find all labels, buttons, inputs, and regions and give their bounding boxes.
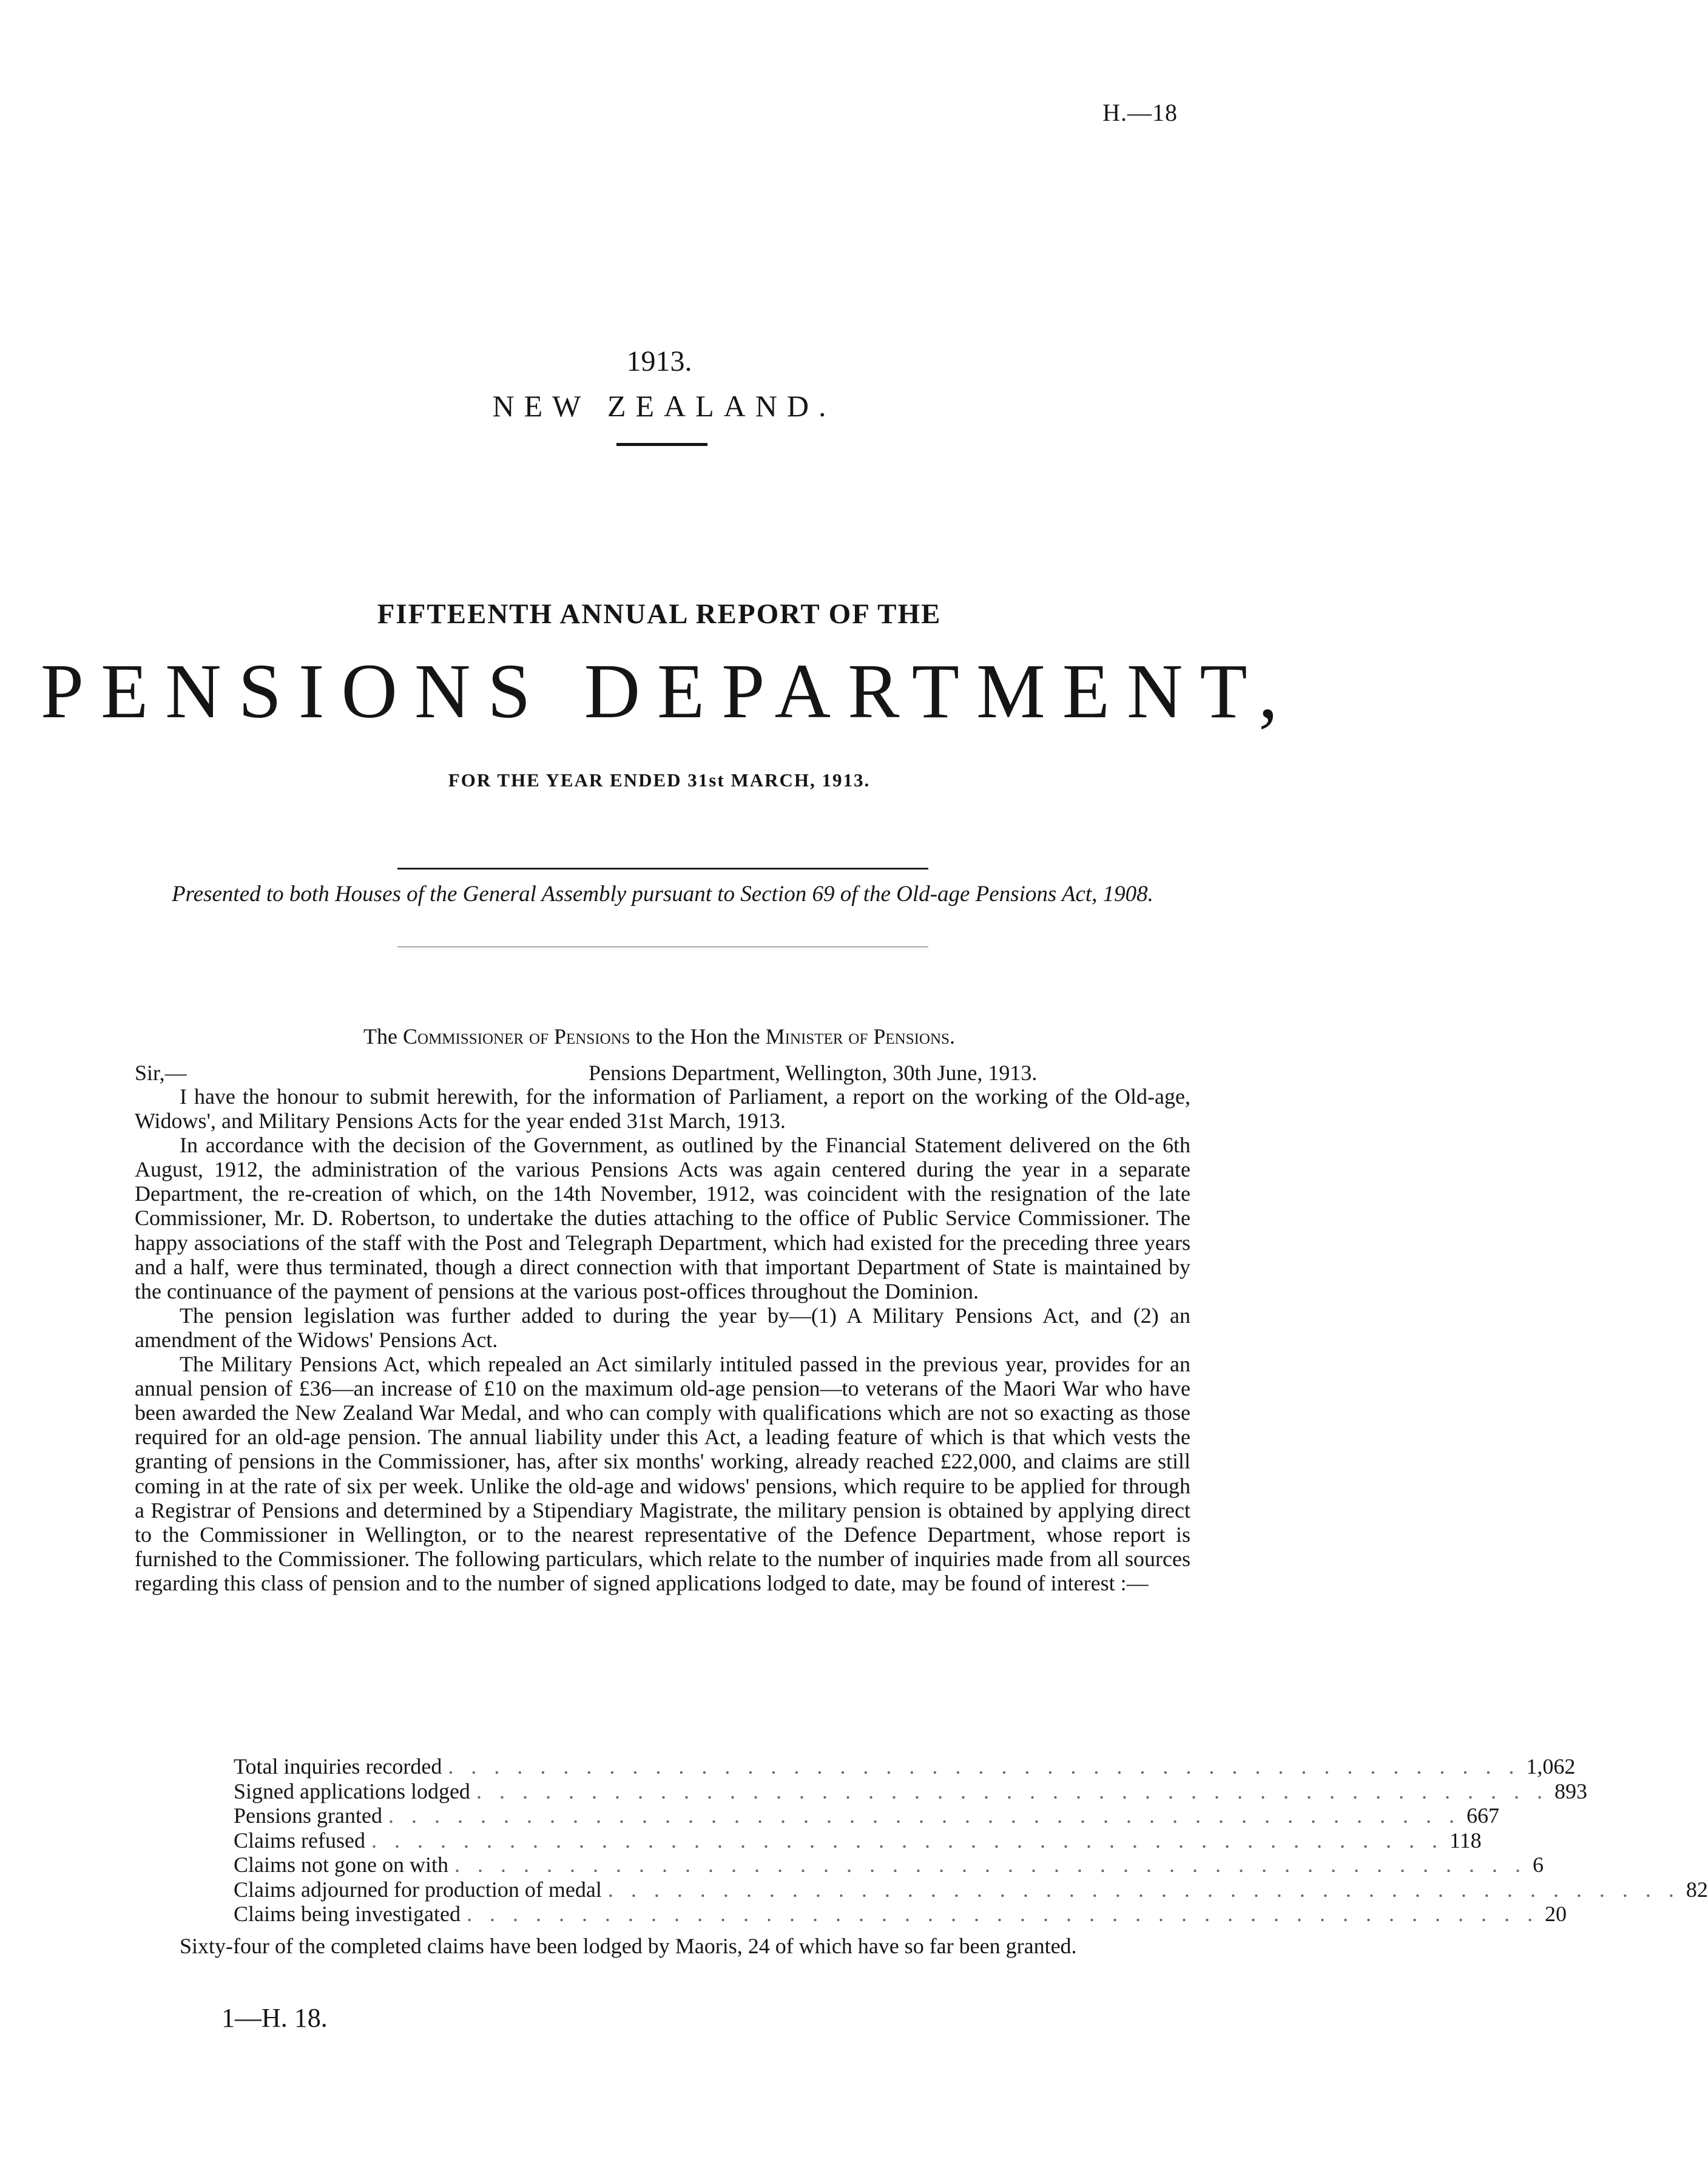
table-row bbox=[234, 1828, 1482, 1853]
row-value: 6 bbox=[1533, 1853, 1544, 1877]
letter-place-date: Pensions Department, Wellington, 30th June, 1913. bbox=[589, 1061, 1038, 1085]
leader-dots: . . . . . . . . . . . . . . . . . . . . . . . . . . . . . . . . . . . . . . . . . . . . . . . bbox=[388, 1803, 1460, 1828]
table-row bbox=[234, 1803, 1499, 1828]
year: 1913. bbox=[626, 345, 692, 377]
table-row bbox=[234, 1902, 1567, 1927]
salutation-to: Minister of Pensions bbox=[765, 1024, 950, 1049]
paragraph: I have the honour to submit herewith, for the information of Parliament, a report on the working of the Old-age, Widows', and Military Pensions Acts for the year ended 31st March, 1913. bbox=[135, 1084, 1190, 1133]
report-period: FOR THE YEAR ENDED 31st MARCH, 1913. bbox=[448, 769, 871, 791]
table-row bbox=[234, 1754, 1576, 1779]
leader-dots: . . . . . . . . . . . . . . . . . . . . . . . . . . . . . . . . . . . . . . . . . . . . . . . bbox=[448, 1754, 1521, 1779]
row-label: Claims not gone on with bbox=[234, 1853, 448, 1877]
leader-dots: . . . . . . . . . . . . . . . . . . . . . . . . . . . . . . . . . . . . . . . . . . . . . . . bbox=[476, 1779, 1548, 1803]
leader-dots: . . . . . . . . . . . . . . . . . . . . . . . . . . . . . . . . . . . . . . . . . . . . . . . bbox=[466, 1902, 1539, 1926]
paragraph: The pension legislation was further added to during the year by—(1) A Military Pensions Act, and (2) an amendment of the Widows' Pensions Act. bbox=[135, 1303, 1190, 1352]
salutation-middle: to the Hon the bbox=[630, 1024, 766, 1049]
row-value: 1,062 bbox=[1526, 1754, 1576, 1779]
paragraph: In accordance with the decision of the Government, as outlined by the Financial Statement delivered on the 6th August, 1912, the administration of the various Pensions Acts was again centered during the year in a separate Department, the re-creation of which, on the 14th November, 1912, was coincident with the resignation of the late Commissioner, Mr. D. Robertson, to undertake the duties attaching to the office of Public Service Commissioner. The happy associations of the staff with the Post and Telegraph Department, which had existed for the preceding three years and a half, were thus terminated, though a direct connection with that important Department of State is maintained by the continuance of the payment of pensions at the various post-offices throughout the Dominion. bbox=[135, 1133, 1190, 1303]
table-row bbox=[234, 1877, 1708, 1902]
leader-dots: . . . . . . . . . . . . . . . . . . . . . . . . . . . . . . . . . . . . . . . . . . . . . . . bbox=[454, 1853, 1527, 1877]
report-title: FIFTEENTH ANNUAL REPORT OF THE bbox=[377, 598, 942, 630]
row-label: Pensions granted bbox=[234, 1803, 382, 1828]
page-reference: 1—H. 18. bbox=[221, 2003, 328, 2033]
letter-greeting: Sir,— bbox=[135, 1061, 187, 1085]
department-title: PENSIONS DEPARTMENT, bbox=[40, 648, 1295, 734]
paragraph: The Military Pensions Act, which repealed an Act similarly intituled passed in the previous year, provides for an annual pension of £36—an increase of £10 on the maximum old-age pension—to veterans of the Maori War who have been awarded the New Zealand War Medal, and who can comply with qualifications which are not so exacting as those required for an old-age pension. The annual liability under this Act, a leading feature of which is that which vests the granting of pensions in the Commissioner, has, after six months' working, already reached £22,000, and claims are still coming in at the rate of six per week. Unlike the old-age and widows' pensions, which require to be applied for through a Registrar of Pensions and determined by a Stipendiary Magistrate, the military pension is obtained by applying direct to the Commissioner in Wellington, or to the nearest representative of the Defence Department, whose report is furnished to the Commissioner. The following particulars, which relate to the number of inquiries made from all sources regarding this class of pension and to the number of signed applications lodged to date, may be found of interest :— bbox=[135, 1352, 1190, 1595]
letter-body bbox=[135, 1084, 1190, 1595]
letter-salutation bbox=[0, 1024, 1318, 1049]
divider bbox=[616, 443, 707, 446]
row-label: Total inquiries recorded bbox=[234, 1754, 442, 1779]
paragraph: Sixty-four of the completed claims have been lodged by Maoris, 24 of which have so far been granted. bbox=[180, 1934, 1077, 1958]
salutation-suffix: . bbox=[949, 1024, 955, 1049]
table-row bbox=[234, 1779, 1587, 1804]
row-label: Claims adjourned for production of medal bbox=[234, 1877, 602, 1902]
table-row bbox=[234, 1853, 1544, 1877]
row-value: 20 bbox=[1544, 1902, 1567, 1926]
claims-table bbox=[234, 1754, 1708, 1927]
leader-dots: . . . . . . . . . . . . . . . . . . . . . . . . . . . . . . . . . . . . . . . . . . . . . . . bbox=[607, 1877, 1680, 1902]
row-value: 667 bbox=[1466, 1803, 1499, 1828]
divider bbox=[397, 868, 928, 870]
row-label: Claims being investigated bbox=[234, 1902, 461, 1926]
salutation-from: Commissioner of Pensions bbox=[403, 1024, 630, 1049]
document-reference: H.—18 bbox=[1102, 99, 1178, 126]
row-label: Signed applications lodged bbox=[234, 1779, 470, 1803]
row-label: Claims refused bbox=[234, 1828, 365, 1853]
leader-dots: . . . . . . . . . . . . . . . . . . . . . . . . . . . . . . . . . . . . . . . . . . . . . . . bbox=[371, 1828, 1443, 1853]
presentation-note: Presented to both Houses of the General Assembly pursuant to Section 69 of the Old-age Pensions Act, 1908. bbox=[172, 882, 1153, 907]
salutation-prefix: The bbox=[363, 1024, 403, 1049]
row-value: 118 bbox=[1449, 1828, 1482, 1853]
row-value: 893 bbox=[1554, 1779, 1587, 1803]
country: NEW ZEALAND. bbox=[492, 389, 836, 423]
row-value: 82 bbox=[1686, 1877, 1708, 1902]
closing-text bbox=[135, 1934, 1190, 1958]
